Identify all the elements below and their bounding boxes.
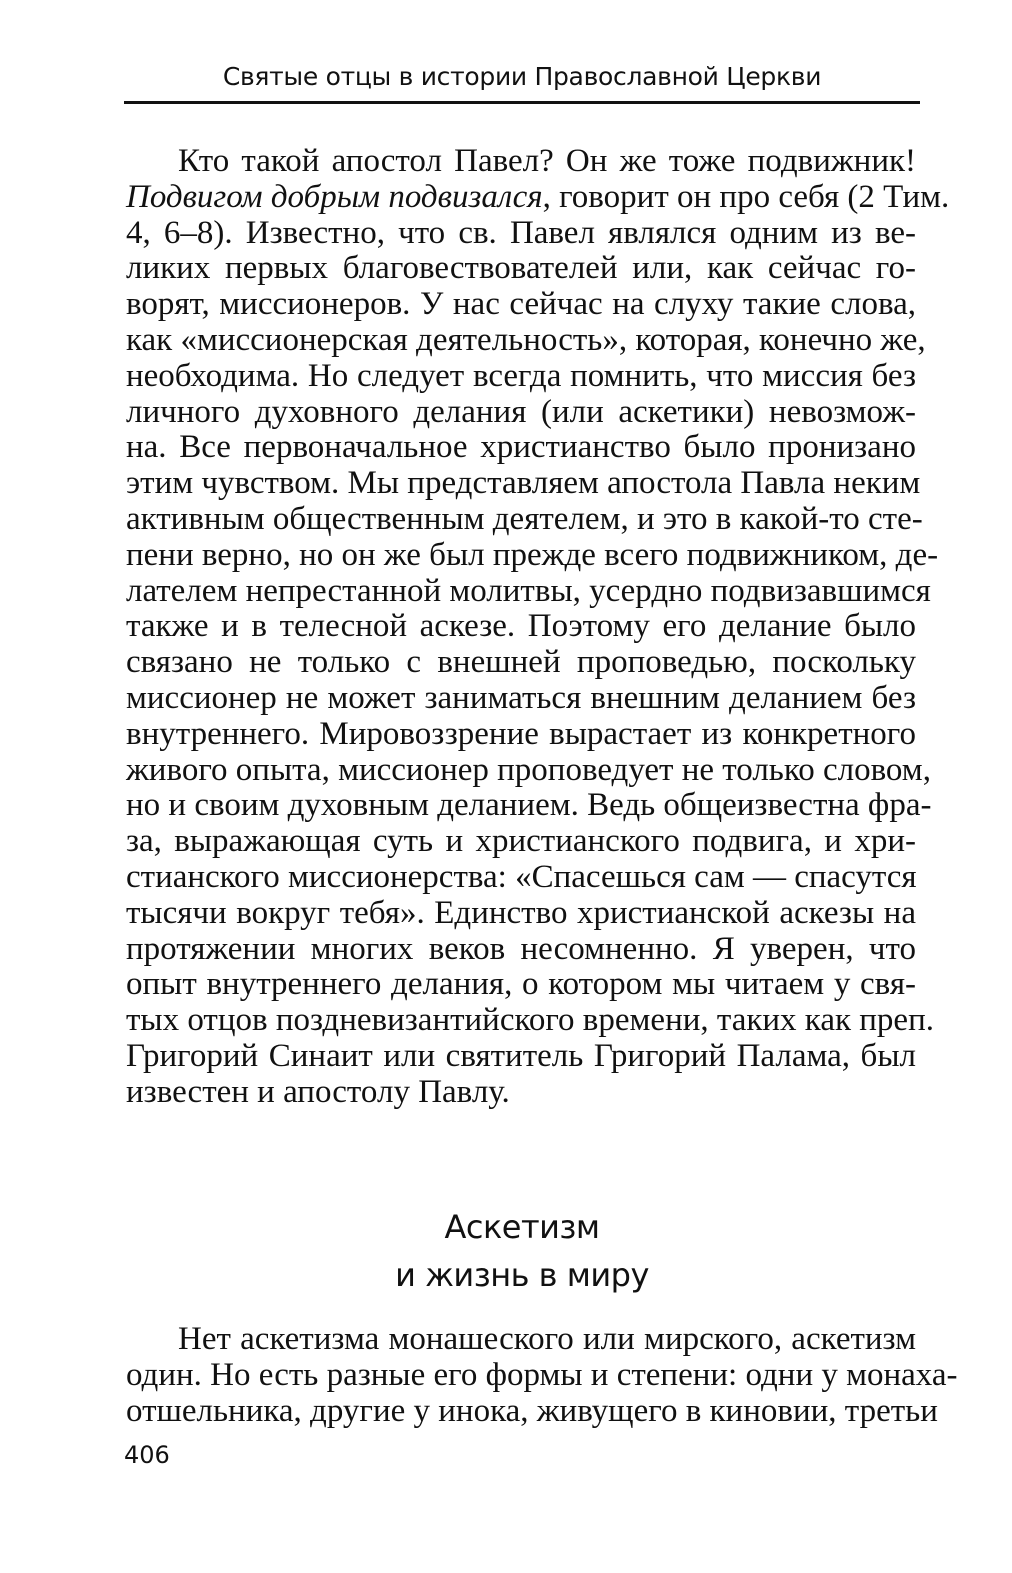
paragraph-1 xyxy=(126,143,950,1111)
text-line: внутреннего. Мировоззрение вырастает из конкретного xyxy=(126,715,916,752)
text-line: известен и апостолу Павлу. xyxy=(126,1073,510,1110)
text-line: Нет аскетизма монашеского или мирского, аскетизм xyxy=(178,1321,916,1357)
section-heading-line: Аскетизм xyxy=(444,1208,600,1246)
text-line: активным общественным деятелем, и это в какой-то сте- xyxy=(126,500,923,537)
section-heading-line: и жизнь в миру xyxy=(395,1256,649,1294)
text-line: необходима. Но следует всегда помнить, что миссия без xyxy=(126,357,916,394)
italic-quote: Подвигом добрым подвизался xyxy=(126,178,543,215)
text-line: опыт внутреннего делания, о котором мы читаем у свя- xyxy=(126,966,916,1003)
text-line: ворят, миссионеров. У нас сейчас на слуху такие слова, xyxy=(126,286,916,323)
text-line: стианского миссионерства: «Спасешься сам — спасутся xyxy=(126,858,917,895)
text-line: как «миссионерская деятельность», которая, конечно же, xyxy=(126,321,926,358)
text-line: за, выражающая суть и христианского подвига, и хри- xyxy=(126,823,916,860)
text-line: ликих первых благовествователей или, как сейчас го- xyxy=(126,250,916,287)
paragraph-2 xyxy=(126,1321,958,1429)
text-line: отшельника, другие у инока, живущего в киновии, третьи xyxy=(126,1392,938,1429)
text-line: связано не только с внешней проповедью, поскольку xyxy=(126,644,916,681)
text-line: 4, 6–8). Известно, что св. Павел являлся одним из ве- xyxy=(126,214,916,251)
page-number: 406 xyxy=(124,1441,170,1469)
text-line: один. Но есть разные его формы и степени: одни у монаха- xyxy=(126,1356,958,1393)
text-line: этим чувством. Мы представляем апостола Павла неким xyxy=(126,465,921,502)
text-line xyxy=(126,178,950,216)
text-line: но и своим духовным деланием. Ведь общеизвестна фра- xyxy=(126,787,932,824)
text-line: пени верно, но он же был прежде всего подвижником, де- xyxy=(126,536,939,573)
running-title: Святые отцы в истории Православной Церкви xyxy=(222,62,822,91)
text-line: протяжении многих веков несомненно. Я уверен, что xyxy=(126,930,916,967)
text-fragment: , говорит он про себя (2 Тим. xyxy=(542,178,950,215)
text-line: также и в телесной аскезе. Поэтому его делание было xyxy=(126,608,916,645)
text-line: тысячи вокруг тебя». Единство христианской аскезы на xyxy=(126,894,916,931)
section-heading xyxy=(124,1203,920,1299)
text-line: на. Все первоначальное христианство было пронизано xyxy=(126,429,916,466)
text-line: личного духовного делания (или аскетики) невозмож- xyxy=(126,393,916,430)
text-line: тых отцов поздневизантийского времени, таких как преп. xyxy=(126,1002,934,1039)
header-rule xyxy=(124,101,920,104)
text-line: лателем непрестанной молитвы, усердно подвизавшимся xyxy=(126,572,931,609)
text-line: Кто такой апостол Павел? Он же тоже подвижник! xyxy=(178,143,916,179)
text-line: живого опыта, миссионер проповедует не только словом, xyxy=(126,751,931,788)
text-line: Григорий Синаит или святитель Григорий Палама, был xyxy=(126,1037,916,1074)
text-line: миссионер не может заниматься внешним деланием без xyxy=(126,679,916,716)
